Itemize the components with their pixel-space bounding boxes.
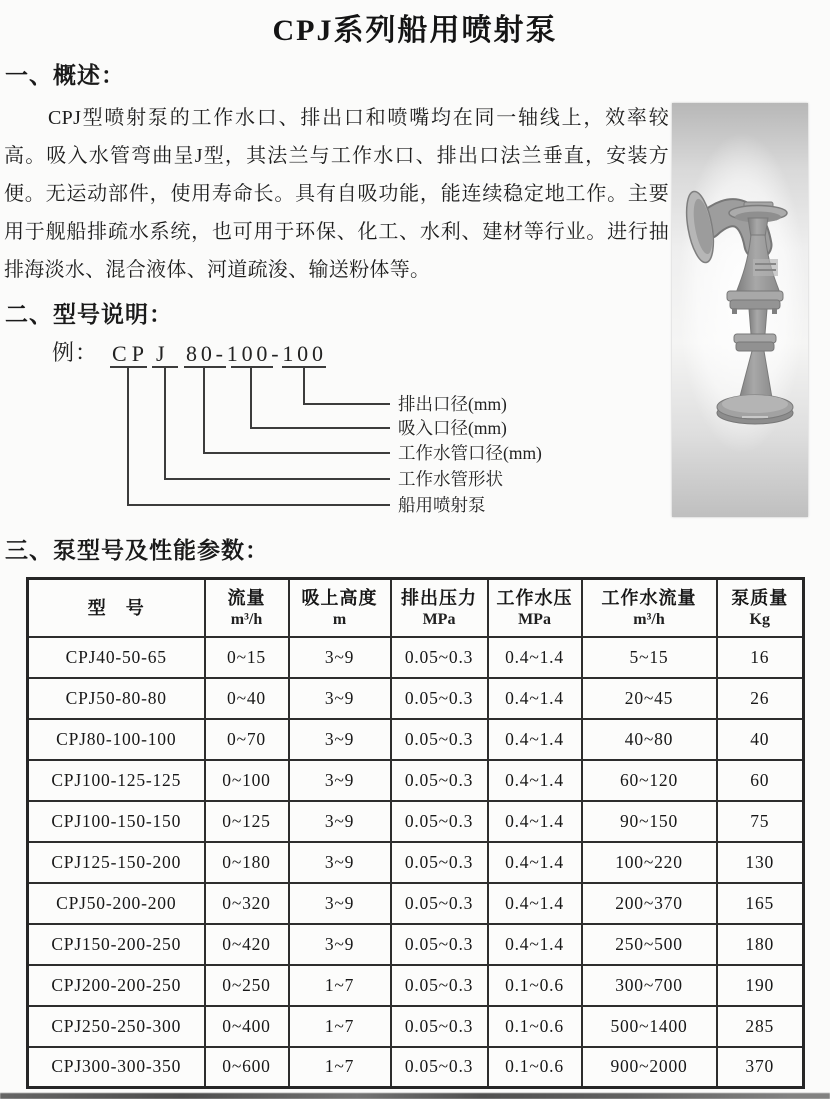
parameters-heading: 三、泵型号及性能参数： bbox=[5, 538, 269, 563]
column-header-working-flow: 工作水流量 m³/h bbox=[582, 579, 717, 637]
cell-pump-mass: 40 bbox=[717, 719, 804, 760]
cell-suction-height: 1~7 bbox=[289, 1006, 391, 1047]
table-row bbox=[28, 637, 804, 678]
column-header-model: 型 号 bbox=[28, 579, 205, 637]
cell-discharge-pressure: 0.05~0.3 bbox=[391, 883, 488, 924]
cell-model: CPJ100-125-125 bbox=[28, 760, 205, 801]
table-row bbox=[28, 719, 804, 760]
cell-flow: 0~250 bbox=[205, 965, 289, 1006]
cell-working-flow: 200~370 bbox=[582, 883, 717, 924]
cell-discharge-pressure: 0.05~0.3 bbox=[391, 1047, 488, 1088]
model-designation-heading: 二、型号说明： bbox=[5, 302, 173, 327]
cell-working-flow: 300~700 bbox=[582, 965, 717, 1006]
callout-discharge-diameter: 排出口径(mm) bbox=[398, 394, 507, 414]
column-header-suction-height: 吸上高度 m bbox=[289, 579, 391, 637]
table-row bbox=[28, 678, 804, 719]
overview-heading: 一、概述： bbox=[5, 63, 125, 88]
cell-flow: 0~320 bbox=[205, 883, 289, 924]
cell-working-pressure: 0.1~0.6 bbox=[488, 1047, 582, 1088]
cell-flow: 0~15 bbox=[205, 637, 289, 678]
cell-pump-mass: 370 bbox=[717, 1047, 804, 1088]
table-row bbox=[28, 883, 804, 924]
cell-model: CPJ40-50-65 bbox=[28, 637, 205, 678]
cell-working-pressure: 0.4~1.4 bbox=[488, 801, 582, 842]
connector-lines bbox=[110, 367, 390, 505]
cell-working-pressure: 0.1~0.6 bbox=[488, 965, 582, 1006]
cell-model: CPJ125-150-200 bbox=[28, 842, 205, 883]
cell-suction-height: 1~7 bbox=[289, 965, 391, 1006]
cell-flow: 0~420 bbox=[205, 924, 289, 965]
example-label: 例： bbox=[52, 340, 99, 365]
pump-photo bbox=[672, 103, 808, 517]
cell-suction-height: 3~9 bbox=[289, 801, 391, 842]
cell-working-pressure: 0.4~1.4 bbox=[488, 842, 582, 883]
table-row bbox=[28, 801, 804, 842]
column-header-working-pressure: 工作水压 MPa bbox=[488, 579, 582, 637]
cell-working-pressure: 0.4~1.4 bbox=[488, 637, 582, 678]
cell-suction-height: 3~9 bbox=[289, 760, 391, 801]
cell-discharge-pressure: 0.05~0.3 bbox=[391, 719, 488, 760]
cell-suction-height: 3~9 bbox=[289, 719, 391, 760]
model-designation-diagram bbox=[40, 336, 680, 532]
cell-pump-mass: 130 bbox=[717, 842, 804, 883]
column-header-flow: 流量 m³/h bbox=[205, 579, 289, 637]
cell-discharge-pressure: 0.05~0.3 bbox=[391, 678, 488, 719]
table-row bbox=[28, 760, 804, 801]
cell-suction-height: 3~9 bbox=[289, 842, 391, 883]
cell-pump-mass: 16 bbox=[717, 637, 804, 678]
cell-pump-mass: 165 bbox=[717, 883, 804, 924]
cell-discharge-pressure: 0.05~0.3 bbox=[391, 842, 488, 883]
cell-suction-height: 3~9 bbox=[289, 637, 391, 678]
cell-discharge-pressure: 0.05~0.3 bbox=[391, 924, 488, 965]
cell-discharge-pressure: 0.05~0.3 bbox=[391, 801, 488, 842]
cell-working-flow: 100~220 bbox=[582, 842, 717, 883]
cell-suction-height: 3~9 bbox=[289, 883, 391, 924]
cell-pump-mass: 60 bbox=[717, 760, 804, 801]
cell-working-flow: 5~15 bbox=[582, 637, 717, 678]
column-header-pump-mass: 泵质量 Kg bbox=[717, 579, 804, 637]
cell-pump-mass: 180 bbox=[717, 924, 804, 965]
cell-flow: 0~600 bbox=[205, 1047, 289, 1088]
cell-working-pressure: 0.4~1.4 bbox=[488, 678, 582, 719]
cell-flow: 0~70 bbox=[205, 719, 289, 760]
cell-flow: 0~40 bbox=[205, 678, 289, 719]
cell-flow: 0~180 bbox=[205, 842, 289, 883]
scan-artifact bbox=[0, 1093, 830, 1099]
column-header-discharge-pressure: 排出压力 MPa bbox=[391, 579, 488, 637]
cell-model: CPJ150-200-250 bbox=[28, 924, 205, 965]
pump-photo-panel bbox=[672, 103, 808, 517]
cell-model: CPJ250-250-300 bbox=[28, 1006, 205, 1047]
cell-working-pressure: 0.4~1.4 bbox=[488, 883, 582, 924]
cell-model: CPJ200-200-250 bbox=[28, 965, 205, 1006]
table-row bbox=[28, 965, 804, 1006]
cell-discharge-pressure: 0.05~0.3 bbox=[391, 1006, 488, 1047]
cell-flow: 0~100 bbox=[205, 760, 289, 801]
cell-flow: 0~125 bbox=[205, 801, 289, 842]
cell-model: CPJ80-100-100 bbox=[28, 719, 205, 760]
cell-working-flow: 60~120 bbox=[582, 760, 717, 801]
cell-working-flow: 20~45 bbox=[582, 678, 717, 719]
cell-working-flow: 90~150 bbox=[582, 801, 717, 842]
cell-pump-mass: 190 bbox=[717, 965, 804, 1006]
cell-working-pressure: 0.4~1.4 bbox=[488, 719, 582, 760]
cell-suction-height: 3~9 bbox=[289, 924, 391, 965]
cell-working-pressure: 0.1~0.6 bbox=[488, 1006, 582, 1047]
cell-pump-mass: 75 bbox=[717, 801, 804, 842]
cell-model: CPJ50-200-200 bbox=[28, 883, 205, 924]
cell-discharge-pressure: 0.05~0.3 bbox=[391, 760, 488, 801]
cell-model: CPJ50-80-80 bbox=[28, 678, 205, 719]
cell-flow: 0~400 bbox=[205, 1006, 289, 1047]
parameters-table bbox=[26, 577, 805, 1089]
cell-suction-height: 1~7 bbox=[289, 1047, 391, 1088]
callout-marine-jet-pump: 船用喷射泵 bbox=[398, 495, 486, 515]
table-row bbox=[28, 842, 804, 883]
callout-working-pipe-shape: 工作水管形状 bbox=[398, 469, 503, 489]
cell-pump-mass: 285 bbox=[717, 1006, 804, 1047]
cell-discharge-pressure: 0.05~0.3 bbox=[391, 637, 488, 678]
table-header-row bbox=[28, 579, 804, 637]
table-row bbox=[28, 1047, 804, 1088]
cell-model: CPJ300-300-350 bbox=[28, 1047, 205, 1088]
callout-suction-diameter: 吸入口径(mm) bbox=[398, 418, 507, 438]
cell-working-flow: 500~1400 bbox=[582, 1006, 717, 1047]
cell-working-flow: 250~500 bbox=[582, 924, 717, 965]
model-code-sizes: 80-100-100 bbox=[186, 341, 325, 366]
cell-discharge-pressure: 0.05~0.3 bbox=[391, 965, 488, 1006]
cell-working-flow: 40~80 bbox=[582, 719, 717, 760]
overview-paragraph: CPJ型喷射泵的工作水口、排出口和喷嘴均在同一轴线上，效率较高。吸入水管弯曲呈J型，其法兰与工作水口、排出口法兰垂直，安装方便。无运动部件，使用寿命长。具有自吸功能，能连续稳定地工作。主要用于舰船排疏水系统，也可用于环保、化工、水利、建材等行业。进行抽排海淡水、混合液体、河道疏浚、输送粉体等。 bbox=[4, 107, 669, 281]
cell-working-pressure: 0.4~1.4 bbox=[488, 760, 582, 801]
cell-working-flow: 900~2000 bbox=[582, 1047, 717, 1088]
model-code-shape: J bbox=[156, 341, 167, 366]
page-title: CPJ系列船用喷射泵 bbox=[272, 14, 558, 47]
cell-pump-mass: 26 bbox=[717, 678, 804, 719]
param-table-body bbox=[28, 637, 804, 1088]
table-row bbox=[28, 924, 804, 965]
callout-working-pipe-diameter: 工作水管口径(mm) bbox=[398, 443, 542, 463]
cell-working-pressure: 0.4~1.4 bbox=[488, 924, 582, 965]
model-code-prefix: CP bbox=[112, 341, 146, 366]
cell-suction-height: 3~9 bbox=[289, 678, 391, 719]
table-row bbox=[28, 1006, 804, 1047]
cell-model: CPJ100-150-150 bbox=[28, 801, 205, 842]
